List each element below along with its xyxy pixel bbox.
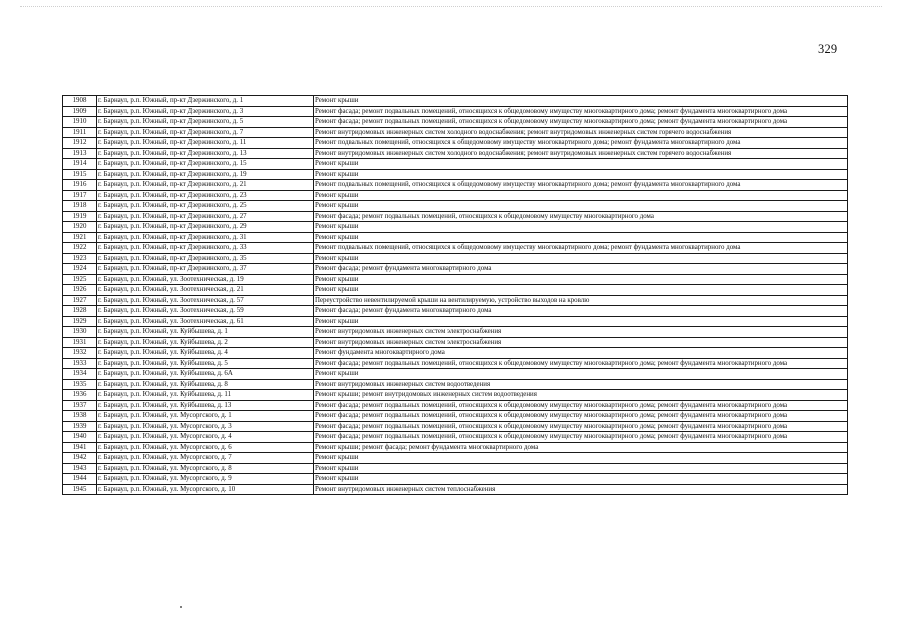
- row-number-cell: 1923: [63, 253, 97, 264]
- table-row: [63, 201, 848, 212]
- work-type-cell: Ремонт крыши: [314, 316, 848, 327]
- table-row: [63, 127, 848, 138]
- table-row: [63, 285, 848, 296]
- row-number-cell: 1945: [63, 484, 97, 495]
- table-row: [63, 96, 848, 107]
- address-cell: г. Барнаул, р.п. Южный, ул. Зоотехническая, д. 59: [97, 306, 314, 317]
- table-row: [63, 274, 848, 285]
- row-number-cell: 1918: [63, 201, 97, 212]
- address-cell: г. Барнаул, р.п. Южный, пр-кт Дзержинского, д. 1: [97, 96, 314, 107]
- work-type-cell: Ремонт фасада; ремонт подвальных помещений, относящихся к общедомовому имуществу многоквартирного дома; ремонт фундамента многоквартирного дома: [314, 106, 848, 117]
- address-cell: г. Барнаул, р.п. Южный, ул. Мусоргского, д. 8: [97, 463, 314, 474]
- page-number: 329: [818, 42, 838, 56]
- address-cell: г. Барнаул, р.п. Южный, пр-кт Дзержинского, д. 29: [97, 222, 314, 233]
- work-type-cell: Ремонт крыши: [314, 159, 848, 170]
- address-cell: г. Барнаул, р.п. Южный, ул. Зоотехническая, д. 21: [97, 285, 314, 296]
- table-row: [63, 442, 848, 453]
- address-cell: г. Барнаул, р.п. Южный, ул. Мусоргского, д. 9: [97, 474, 314, 485]
- address-cell: г. Барнаул, р.п. Южный, ул. Куйбышева, д. 5: [97, 358, 314, 369]
- address-cell: г. Барнаул, р.п. Южный, пр-кт Дзержинского, д. 21: [97, 180, 314, 191]
- address-cell: г. Барнаул, р.п. Южный, пр-кт Дзержинского, д. 11: [97, 138, 314, 149]
- address-cell: г. Барнаул, р.п. Южный, пр-кт Дзержинского, д. 27: [97, 211, 314, 222]
- table-row: [63, 474, 848, 485]
- address-cell: г. Барнаул, р.п. Южный, пр-кт Дзержинского, д. 25: [97, 201, 314, 212]
- row-number-cell: 1911: [63, 127, 97, 138]
- table-row: [63, 484, 848, 495]
- address-cell: г. Барнаул, р.п. Южный, ул. Зоотехническая, д. 61: [97, 316, 314, 327]
- work-type-cell: Ремонт фасада; ремонт подвальных помещений, относящихся к общедомовому имуществу многоквартирного дома: [314, 211, 848, 222]
- row-number-cell: 1933: [63, 358, 97, 369]
- row-number-cell: 1914: [63, 159, 97, 170]
- address-cell: г. Барнаул, р.п. Южный, ул. Куйбышева, д. 8: [97, 379, 314, 390]
- row-number-cell: 1937: [63, 400, 97, 411]
- address-cell: г. Барнаул, р.п. Южный, пр-кт Дзержинского, д. 35: [97, 253, 314, 264]
- row-number-cell: 1921: [63, 232, 97, 243]
- table-row: [63, 411, 848, 422]
- work-type-cell: Ремонт фасада; ремонт подвальных помещений, относящихся к общедомовому имуществу многоквартирного дома; ремонт фундамента многоквартирного дома: [314, 117, 848, 128]
- row-number-cell: 1944: [63, 474, 97, 485]
- row-number-cell: 1932: [63, 348, 97, 359]
- address-cell: г. Барнаул, р.п. Южный, ул. Мусоргского, д. 7: [97, 453, 314, 464]
- table-row: [63, 295, 848, 306]
- work-type-cell: Ремонт внутридомовых инженерных систем электроснабжения: [314, 337, 848, 348]
- address-cell: г. Барнаул, р.п. Южный, пр-кт Дзержинского, д. 37: [97, 264, 314, 275]
- table-row: [63, 358, 848, 369]
- work-type-cell: Ремонт крыши: [314, 222, 848, 233]
- table-body: [63, 96, 848, 495]
- work-type-cell: Ремонт крыши: [314, 463, 848, 474]
- address-cell: г. Барнаул, р.п. Южный, ул. Мусоргского, д. 1: [97, 411, 314, 422]
- table-row: [63, 117, 848, 128]
- row-number-cell: 1920: [63, 222, 97, 233]
- address-cell: г. Барнаул, р.п. Южный, пр-кт Дзержинского, д. 33: [97, 243, 314, 254]
- work-type-cell: Ремонт внутридомовых инженерных систем холодного водоснабжения; ремонт внутридомовых инженерных систем горячего водоснабжения: [314, 148, 848, 159]
- address-cell: г. Барнаул, р.п. Южный, ул. Куйбышева, д. 6А: [97, 369, 314, 380]
- work-type-cell: Ремонт крыши; ремонт внутридомовых инженерных систем водоотведения: [314, 390, 848, 401]
- row-number-cell: 1924: [63, 264, 97, 275]
- table-row: [63, 159, 848, 170]
- address-cell: г. Барнаул, р.п. Южный, ул. Куйбышева, д. 13: [97, 400, 314, 411]
- work-type-cell: Ремонт внутридомовых инженерных систем водоотведения: [314, 379, 848, 390]
- address-cell: г. Барнаул, р.п. Южный, ул. Зоотехническая, д. 57: [97, 295, 314, 306]
- work-type-cell: Ремонт фасада; ремонт фундамента многоквартирного дома: [314, 264, 848, 275]
- row-number-cell: 1917: [63, 190, 97, 201]
- work-type-cell: Ремонт крыши: [314, 96, 848, 107]
- work-type-cell: Ремонт внутридомовых инженерных систем теплоснабжения: [314, 484, 848, 495]
- work-type-cell: Ремонт крыши: [314, 274, 848, 285]
- row-number-cell: 1913: [63, 148, 97, 159]
- table-row: [63, 169, 848, 180]
- work-type-cell: Ремонт подвальных помещений, относящихся к общедомовому имуществу многоквартирного дома; ремонт фундамента многоквартирного дома: [314, 180, 848, 191]
- row-number-cell: 1925: [63, 274, 97, 285]
- work-type-cell: Переустройство невентилируемой крыши на вентилируемую, устройство выходов на кровлю: [314, 295, 848, 306]
- table-row: [63, 379, 848, 390]
- row-number-cell: 1919: [63, 211, 97, 222]
- work-type-cell: Ремонт подвальных помещений, относящихся к общедомовому имуществу многоквартирного дома; ремонт фундамента многоквартирного дома: [314, 243, 848, 254]
- address-cell: г. Барнаул, р.п. Южный, пр-кт Дзержинского, д. 3: [97, 106, 314, 117]
- row-number-cell: 1941: [63, 442, 97, 453]
- row-number-cell: 1908: [63, 96, 97, 107]
- table-row: [63, 222, 848, 233]
- table-row: [63, 421, 848, 432]
- work-type-cell: Ремонт фасада; ремонт подвальных помещений, относящихся к общедомовому имуществу многоквартирного дома; ремонт фундамента многоквартирного дома: [314, 358, 848, 369]
- row-number-cell: 1935: [63, 379, 97, 390]
- address-cell: г. Барнаул, р.п. Южный, ул. Мусоргского, д. 6: [97, 442, 314, 453]
- table-row: [63, 390, 848, 401]
- table-row: [63, 463, 848, 474]
- work-type-cell: Ремонт крыши: [314, 190, 848, 201]
- address-cell: г. Барнаул, р.п. Южный, пр-кт Дзержинского, д. 15: [97, 159, 314, 170]
- row-number-cell: 1910: [63, 117, 97, 128]
- table-row: [63, 400, 848, 411]
- row-number-cell: 1929: [63, 316, 97, 327]
- table-row: [63, 337, 848, 348]
- table-row: [63, 138, 848, 149]
- address-cell: г. Барнаул, р.п. Южный, пр-кт Дзержинского, д. 13: [97, 148, 314, 159]
- table-row: [63, 432, 848, 443]
- address-cell: г. Барнаул, р.п. Южный, пр-кт Дзержинского, д. 31: [97, 232, 314, 243]
- table-row: [63, 369, 848, 380]
- row-number-cell: 1943: [63, 463, 97, 474]
- row-number-cell: 1938: [63, 411, 97, 422]
- address-cell: г. Барнаул, р.п. Южный, пр-кт Дзержинского, д. 23: [97, 190, 314, 201]
- work-type-cell: Ремонт фундамента многоквартирного дома: [314, 348, 848, 359]
- work-type-cell: Ремонт внутридомовых инженерных систем электроснабжения: [314, 327, 848, 338]
- work-type-cell: Ремонт фасада; ремонт подвальных помещений, относящихся к общедомовому имуществу многоквартирного дома; ремонт фундамента многоквартирного дома: [314, 421, 848, 432]
- work-type-cell: Ремонт крыши: [314, 169, 848, 180]
- table-row: [63, 232, 848, 243]
- table-row: [63, 148, 848, 159]
- work-type-cell: Ремонт крыши: [314, 253, 848, 264]
- address-cell: г. Барнаул, р.п. Южный, ул. Мусоргского, д. 3: [97, 421, 314, 432]
- row-number-cell: 1912: [63, 138, 97, 149]
- row-number-cell: 1922: [63, 243, 97, 254]
- address-cell: г. Барнаул, р.п. Южный, ул. Зоотехническая, д. 19: [97, 274, 314, 285]
- work-type-cell: Ремонт крыши: [314, 285, 848, 296]
- row-number-cell: 1916: [63, 180, 97, 191]
- work-type-cell: Ремонт крыши: [314, 474, 848, 485]
- address-cell: г. Барнаул, р.п. Южный, ул. Куйбышева, д. 1: [97, 327, 314, 338]
- work-type-cell: Ремонт фасада; ремонт подвальных помещений, относящихся к общедомовому имуществу многоквартирного дома; ремонт фундамента многоквартирного дома: [314, 400, 848, 411]
- row-number-cell: 1942: [63, 453, 97, 464]
- work-type-cell: Ремонт внутридомовых инженерных систем холодного водоснабжения; ремонт внутридомовых инженерных систем горячего водоснабжения: [314, 127, 848, 138]
- work-type-cell: Ремонт крыши: [314, 369, 848, 380]
- row-number-cell: 1909: [63, 106, 97, 117]
- address-cell: г. Барнаул, р.п. Южный, ул. Мусоргского, д. 10: [97, 484, 314, 495]
- table-row: [63, 180, 848, 191]
- table-row: [63, 106, 848, 117]
- address-cell: г. Барнаул, р.п. Южный, пр-кт Дзержинского, д. 5: [97, 117, 314, 128]
- work-type-cell: Ремонт крыши: [314, 201, 848, 212]
- address-cell: г. Барнаул, р.п. Южный, ул. Куйбышева, д. 4: [97, 348, 314, 359]
- table-row: [63, 453, 848, 464]
- table-row: [63, 243, 848, 254]
- top-scan-edge: [20, 6, 882, 7]
- work-type-cell: Ремонт фасада; ремонт фундамента многоквартирного дома: [314, 306, 848, 317]
- row-number-cell: 1931: [63, 337, 97, 348]
- work-type-cell: Ремонт крыши: [314, 232, 848, 243]
- table-row: [63, 327, 848, 338]
- row-number-cell: 1936: [63, 390, 97, 401]
- row-number-cell: 1926: [63, 285, 97, 296]
- row-number-cell: 1939: [63, 421, 97, 432]
- work-type-cell: Ремонт крыши; ремонт фасада; ремонт фундамента многоквартирного дома: [314, 442, 848, 453]
- row-number-cell: 1928: [63, 306, 97, 317]
- address-cell: г. Барнаул, р.п. Южный, ул. Куйбышева, д. 2: [97, 337, 314, 348]
- work-type-cell: Ремонт крыши: [314, 453, 848, 464]
- row-number-cell: 1934: [63, 369, 97, 380]
- row-number-cell: 1930: [63, 327, 97, 338]
- address-cell: г. Барнаул, р.п. Южный, пр-кт Дзержинского, д. 19: [97, 169, 314, 180]
- table-row: [63, 264, 848, 275]
- scan-dot: [180, 606, 182, 608]
- table-row: [63, 190, 848, 201]
- table-row: [63, 211, 848, 222]
- work-type-cell: Ремонт подвальных помещений, относящихся к общедомовому имуществу многоквартирного дома; ремонт фундамента многоквартирного дома: [314, 138, 848, 149]
- work-type-cell: Ремонт фасада; ремонт подвальных помещений, относящихся к общедомовому имуществу многоквартирного дома; ремонт фундамента многоквартирного дома: [314, 411, 848, 422]
- table-row: [63, 316, 848, 327]
- work-type-cell: Ремонт фасада; ремонт подвальных помещений, относящихся к общедомовому имуществу многоквартирного дома; ремонт фундамента многоквартирного дома: [314, 432, 848, 443]
- row-number-cell: 1927: [63, 295, 97, 306]
- table-row: [63, 348, 848, 359]
- table-row: [63, 306, 848, 317]
- row-number-cell: 1915: [63, 169, 97, 180]
- row-number-cell: 1940: [63, 432, 97, 443]
- address-cell: г. Барнаул, р.п. Южный, пр-кт Дзержинского, д. 7: [97, 127, 314, 138]
- repair-works-table: [62, 95, 848, 495]
- address-cell: г. Барнаул, р.п. Южный, ул. Куйбышева, д. 11: [97, 390, 314, 401]
- table-row: [63, 253, 848, 264]
- address-cell: г. Барнаул, р.п. Южный, ул. Мусоргского, д. 4: [97, 432, 314, 443]
